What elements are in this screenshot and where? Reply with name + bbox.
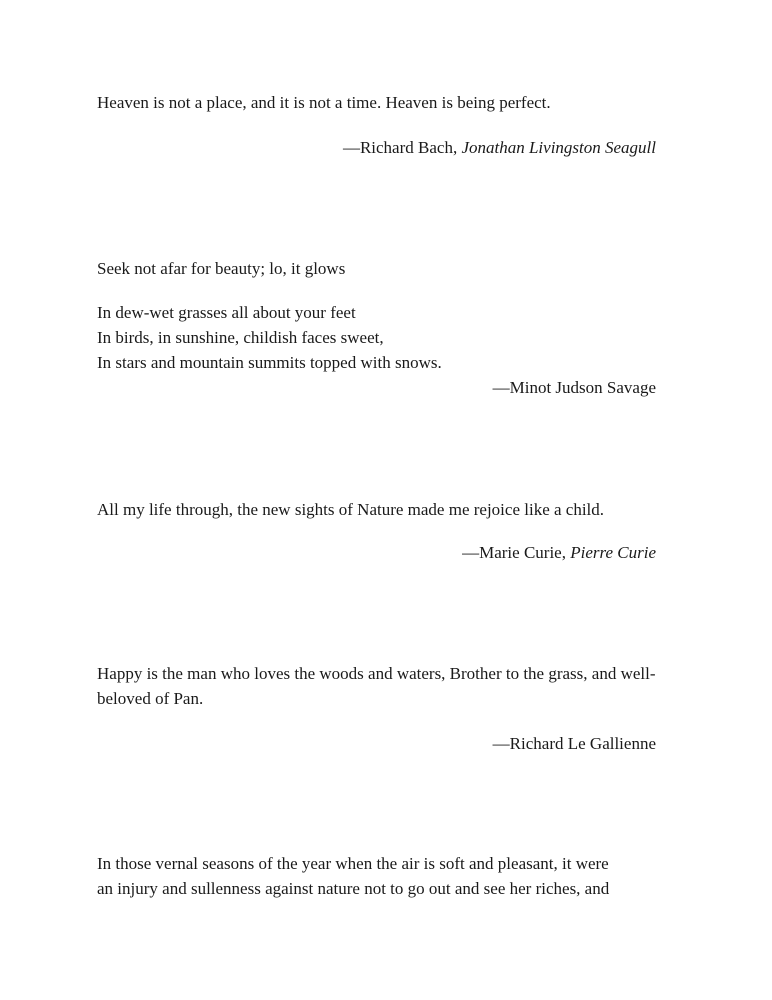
quote-line: an injury and sullenness against nature not to go out and see her riches, and — [97, 879, 610, 898]
quote-attribution — [97, 135, 677, 160]
quote-line: In those vernal seasons of the year when the air is soft and pleasant, it were — [97, 854, 609, 873]
page — [97, 0, 677, 1000]
quote-text: Heaven is not a place, and it is not a time. Heaven is being perfect. — [97, 93, 551, 112]
quote-source: Jonathan Livingston Seagull — [461, 138, 656, 157]
quote-attribution — [97, 540, 677, 565]
quote-block — [97, 256, 677, 400]
quote-source: Pierre Curie — [570, 543, 656, 562]
quote-block — [97, 497, 677, 565]
quote-attribution — [97, 375, 677, 400]
quote-author: —Richard Le Gallienne — [492, 734, 656, 753]
quote-attribution — [97, 731, 677, 756]
quote-line: In birds, in sunshine, childish faces sweet, — [97, 328, 384, 347]
quote-block — [97, 90, 677, 160]
quote-author: —Minot Judson Savage — [492, 378, 656, 397]
quote-line: In dew-wet grasses all about your feet — [97, 303, 356, 322]
quote-first-line: Seek not afar for beauty; lo, it glows — [97, 259, 346, 278]
quote-text: All my life through, the new sights of Nature made me rejoice like a child. — [97, 500, 605, 519]
quote-author: —Marie Curie, — [462, 543, 571, 562]
quote-block — [97, 851, 677, 901]
quote-text: Happy is the man who loves the woods and waters, Brother to the grass, and well-beloved of Pan. — [97, 664, 656, 708]
quote-line: In stars and mountain summits topped with snows. — [97, 353, 442, 372]
quote-block — [97, 661, 677, 756]
quote-author: —Richard Bach, — [342, 138, 462, 157]
